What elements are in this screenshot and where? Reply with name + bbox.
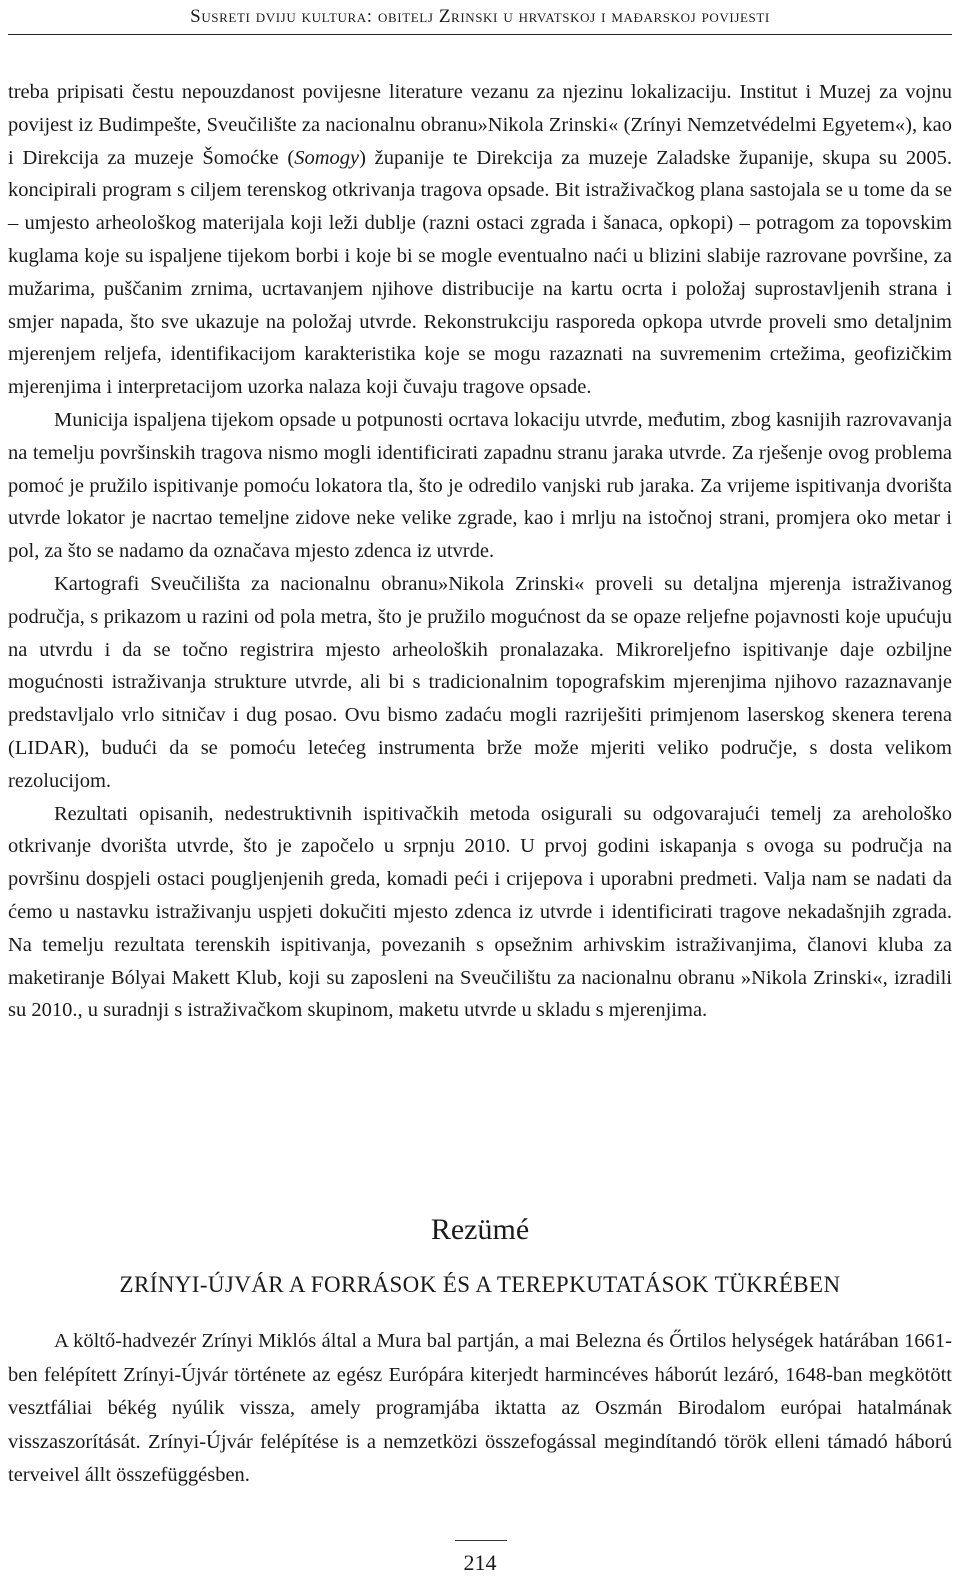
paragraph-1 (8, 76, 952, 404)
summary-paragraph-text: A költő-hadvezér Zrínyi Miklós által a Mura bal partján, a mai Belezna és Őrtilos helységek határában 1661-ben felépített Zrínyi-Újvár története az egész Európára kiterjedt harmincéves háborút lezáró, 1648-ban megkötött vesztfáliai békég nyúlik vissza, amely programjába iktatta az Oszmán Birodalom európai hatalmának visszaszorítását. Zrínyi-Újvár felépítése is a nemzetközi összefogással megindítandó török elleni támadó háború terveivel állt összefüggésben. (8, 1330, 952, 1487)
paragraph-4-text: Rezultati opisanih, nedestruktivnih ispitivačkih metoda osigurali su odgovarajući temelj za arehološko otkrivanje dvorišta utvrde, što je započelo u srpnju 2010. U prvoj godini iskapanja s ovoga su područja na površinu dospjeli ostaci pougljenjenih greda, komadi peći i crijepova i uporabni predmeti. Valja nam se nadati da ćemo u nastavku istraživanju uspjeti dokučiti mjesto zdenca iz utvrde i identificirati tragove nekadašnjih zgrada. Na temelju rezultata terenskih ispitivanja, povezanih s opsežnim arhivskim istraživanjima, članovi kluba za maketiranje Bólyai Makett Klub, koji su zaposleni na Sveučilištu za nacionalnu obranu »Nikola Zrinski«, izradili su 2010., u suradnji s istraživačkom skupinom, maketu utvrde u skladu s mjerenjima. (8, 802, 952, 1022)
paragraph-2 (8, 404, 952, 568)
summary-paragraph (8, 1325, 952, 1493)
paragraph-3-text: Kartografi Sveučilišta za nacionalnu obranu»Nikola Zrinski« proveli su detaljna mjerenja istraživanog područja, s prikazom u razini od pola metra, što je pružilo mogućnost da se opaze reljefne pojavnosti koje upućuju na utvrdu i da se točno registrira mjesto arheoloških pronalazaka. Mikroreljefno ispitivanje daje ozbiljne mogućnosti istraživanja strukture utvrde, ali bi s tradicionalnim topografskim mjerenjima njihovo razaznavanje predstavljalo vrlo sitničav i dug posao. Ovu bismo zadaću mogli razriješiti primjenom laserskog skenera terena (LIDAR), budući da se pomoću letećeg instrumenta brže može mjeriti veliko područje, s dosta velikom rezolucijom. (8, 572, 952, 792)
paragraph-2-text: Municija ispaljena tijekom opsade u potpunosti ocrtava lokaciju utvrde, međutim, zbog kasnijih razrovavanja na temelju površinskih tragova nismo mogli identificirati zapadnu stranu jaraka utvrde. Za rješenje ovog problema pomoć je pružilo ispitivanje pomoću lokatora tla, što je odredilo vanjski rub jaraka. Za vrijeme ispitivanja dvorišta utvrde lokator je nacrtao temeljne zidove neke velike zgrade, kao i mrlju na istočnoj strani, promjera oko metar i pol, za što se nadamo da označava mjesto zdenca iz utvrde. (8, 408, 952, 563)
summary-heading: Rezümé (430, 1213, 530, 1246)
summary-text (8, 1325, 952, 1493)
paragraph-1-part-3: ) županije te Direkcija za muzeje Zaladske županije, skupa su 2005. koncipirali program s ciljem terenskog otkrivanja tragova opsade. Bit istraživačkog plana sastojala se u tome da se – umjesto arheološkog materijala koji leži dublje (razni ostaci zgrada i šanaca, opkopi) – potragom za topovskim kuglama koje su ispaljene tijekom borbi i koje bi se mogle eventualno naći u blizini slabije razrovane površine, za mužarima, puščanim zrnima, ucrtavanjem njihove distribucije na kartu ocrta i položaj suprostavljenih strana i smjer napada, što sve ukazuje na položaj utvrde. Rekonstrukciju rasporeda opkopa utvrde proveli smo detaljnim mjerenjem reljefa, identifikacijom karakteristika koje se mogu razaznati na suvremenim crtežima, geofizičkim mjerenjima i interpretacijom uzorka nalaza koji čuvaju tragove opsade. (8, 146, 953, 399)
body-text (8, 76, 952, 1027)
somogy-italic: Somogy (294, 146, 360, 169)
paragraph-1-part-1: treba pripisati čestu nepouzdanost povijesne literature vezanu za njezinu lokalizaciju. Institut i Muzej za vojnu povijest iz Budimpešte, Sveučilište za nacionalnu obranu»Nikola Zrinski« (Zrínyi Nemzetvédelmi Egyetem«), kao i Direkcija za muzeje Šomoćke ( (8, 81, 952, 169)
summary-title: ZRÍNYI-ÚJVÁR A FORRÁSOK ÉS A TEREPKUTATÁSOK TÜKRÉBEN (119, 1272, 841, 1297)
header-rule (8, 34, 952, 35)
paragraph-3 (8, 568, 952, 798)
page-number: 214 (463, 1550, 497, 1575)
paragraph-4 (8, 798, 952, 1028)
footer-rule (455, 1540, 507, 1541)
running-header: Susreti dviju kultura: obitelj Zrinski u hrvatskoj i mađarskoj povijesti (190, 6, 770, 27)
